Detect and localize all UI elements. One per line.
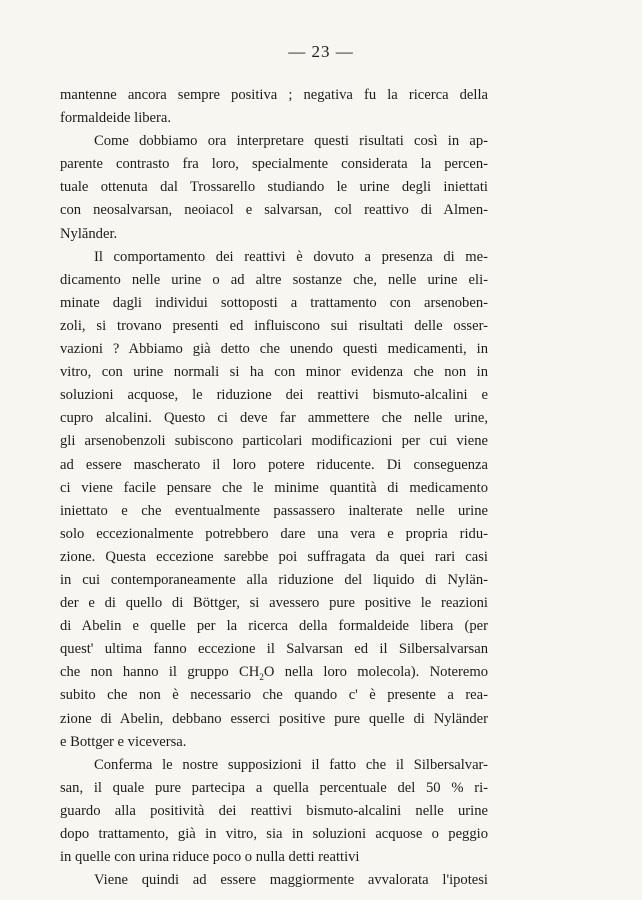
- text-line: ad essere mascherato il loro potere riducente. Di conseguenza: [60, 456, 488, 473]
- text-line: subito che non è necessario che quando c' è presente a rea-: [60, 687, 488, 704]
- text-line: vazioni ? Abbiamo già detto che unendo questi medicamenti, in: [60, 341, 488, 358]
- text-line: zione. Questa eccezione sarebbe poi suffragata da quei rari casi: [60, 548, 488, 565]
- text-line: con neosalvarsan, neoiacol e salvarsan, col reattivo di Almen-: [60, 202, 488, 219]
- text-line: formaldeide libera.: [60, 110, 172, 127]
- text-line: Viene quindi ad essere maggiormente avvalorata l'ipotesi: [94, 872, 488, 889]
- paragraph-3: [60, 246, 488, 754]
- text-line: zione di Abelin, debbano esserci positive pure quelle di Nyländer: [60, 710, 488, 727]
- text-line: guardo alla positività dei reattivi bismuto-alcalini nelle urine: [60, 802, 488, 819]
- formula-subscript: 2: [259, 672, 264, 683]
- paragraph-1: [60, 84, 488, 130]
- text-line: Come dobbiamo ora interpretare questi risultati così in ap-: [94, 133, 488, 150]
- text-line: vitro, con urine normali si ha con minor evidenza che non in: [60, 364, 488, 381]
- paragraph-2: [60, 130, 488, 245]
- text-line: zoli, si trovano presenti ed influiscono sui risultati delle osser-: [60, 317, 488, 334]
- text-line: der e di quello di Böttger, si avessero pure positive le reazioni: [60, 595, 488, 612]
- page-number: — 23 —: [288, 42, 354, 61]
- text-line: Conferma le nostre supposizioni il fatto che il Silbersalvar-: [94, 756, 488, 773]
- text-line: mantenne ancora sempre positiva ; negativa fu la ricerca della: [60, 87, 488, 103]
- text-line: dicamento nelle urine o ad altre sostanze che, nelle urine eli-: [60, 271, 488, 288]
- text-line: parente contrasto fra loro, specialmente considerata la percen-: [60, 156, 488, 173]
- body-text: [60, 84, 488, 892]
- text-line: cupro alcalini. Questo ci deve far ammettere che nelle urine,: [60, 410, 488, 427]
- text-line: iniettato e che eventualmente passassero inalterate nelle urine: [60, 502, 488, 519]
- text-line: tuale ottenuta dal Trossarello studiando le urine degli iniettati: [60, 179, 488, 196]
- text-line: di Abelin e quelle per la ricerca della formaldeide libera (per: [60, 618, 488, 635]
- text-line: in cui contemporaneamente alla riduzione del liquido di Nylän-: [60, 571, 488, 588]
- text-line-formula: [60, 661, 488, 684]
- text-line: Nylănder.: [60, 225, 118, 242]
- text-line: dopo trattamento, già in vitro, sia in soluzioni acquose o peggio: [60, 826, 488, 842]
- text-line: Il comportamento dei reattivi è dovuto a presenza di me-: [94, 248, 488, 265]
- paragraph-5: [60, 869, 488, 892]
- text-line: e Bottger e viceversa.: [60, 733, 187, 750]
- text-line: soluzioni acquose, le riduzione dei reattivi bismuto-alcalini e: [60, 387, 488, 404]
- text-line: minate dagli individui sottoposti a trattamento con arsenoben-: [60, 294, 488, 311]
- text-line: san, il quale pure partecipa a quella percentuale del 50 % ri-: [60, 779, 488, 796]
- text-line: solo eccezionalmente potrebbero dare una vera e propria ridu-: [60, 525, 488, 542]
- paragraph-4: [60, 754, 488, 869]
- formula-tail: O nella loro molecola). Noteremo: [263, 664, 488, 681]
- text-line: ci viene facile pensare che le minime quantità di medicamento: [60, 479, 488, 496]
- text-line: gli arsenobenzoli subiscono particolari modificazioni per cui viene: [60, 433, 488, 450]
- formula-head: che non hanno il gruppo CH: [60, 664, 260, 681]
- text-line: quest' ultima fanno eccezione il Salvarsan ed il Silbersalvarsan: [60, 641, 488, 658]
- text-line: in quelle con urina riduce poco o nulla detti reattivi: [60, 849, 360, 866]
